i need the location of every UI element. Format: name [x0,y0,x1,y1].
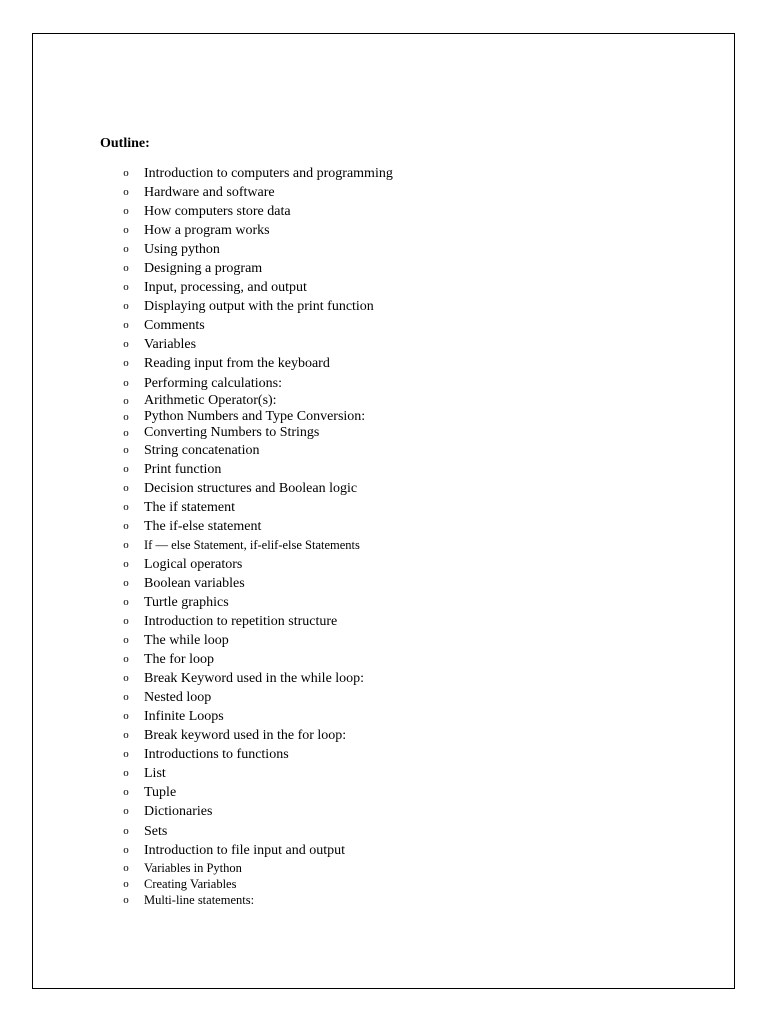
circle-bullet-icon: o [123,300,129,313]
circle-bullet-icon: o [123,281,129,294]
outline-item [119,441,393,460]
outline-item-text: The while loop [144,633,229,649]
outline-item [119,822,393,841]
circle-bullet-icon: o [123,729,129,742]
outline-item [119,669,393,688]
outline-item-text: Multi-line statements: [144,892,255,907]
outline-item-text: Introduction to computers and programming [144,166,393,181]
outline-item-text: Turtle graphics [144,594,229,610]
outline-item-text: Creating Variables [144,876,237,891]
circle-bullet-icon: o [123,634,129,647]
circle-bullet-icon: o [123,462,129,475]
outline-item-text: Infinite Loops [144,709,224,725]
circle-bullet-icon: o [123,786,129,799]
outline-item [119,183,393,202]
circle-bullet-icon: o [123,843,129,856]
circle-bullet-icon: o [123,205,129,218]
circle-bullet-icon: o [123,186,129,199]
outline-item-text: Variables in Python [144,860,242,875]
circle-bullet-icon: o [123,357,129,370]
outline-item [119,409,393,425]
circle-bullet-icon: o [123,224,129,237]
circle-bullet-icon: o [123,653,129,666]
outline-item [119,354,393,373]
outline-item-text: Logical operators [144,556,243,572]
outline-item-text: Using python [144,242,220,258]
outline-item-text: Converting Numbers to Strings [144,424,320,440]
outline-item [119,764,393,783]
outline-item [119,593,393,612]
outline-item [119,612,393,631]
outline-item-text: List [144,766,166,782]
outline-item-text: Performing calculations: [144,375,283,391]
outline-item [119,688,393,707]
outline-item-text: Variables [144,337,197,353]
outline-item-text: Arithmetic Operator(s): [144,392,277,408]
outline-item [119,278,393,297]
outline-item [119,240,393,259]
outline-item [119,221,393,240]
outline-item-text: Hardware and software [144,185,275,201]
outline-item-text: Print function [144,461,222,477]
circle-bullet-icon: o [123,519,129,532]
circle-bullet-icon: o [123,710,129,723]
outline-item [119,517,393,536]
outline-item-text: Break Keyword used in the while loop: [144,671,365,687]
circle-bullet-icon: o [123,767,129,780]
outline-item-text: How a program works [144,223,270,239]
outline-item [119,202,393,221]
outline-item [119,259,393,278]
circle-bullet-icon: o [123,338,129,351]
outline-item-text: Boolean variables [144,575,245,591]
circle-bullet-icon: o [123,481,129,494]
outline-item-text: String concatenation [144,442,260,458]
outline-item [119,536,393,555]
circle-bullet-icon: o [123,576,129,589]
circle-bullet-icon: o [123,748,129,761]
outline-item-text: How computers store data [144,204,291,220]
outline-item [119,802,393,821]
outline-item-text: Decision structures and Boolean logic [144,480,358,496]
outline-item-text: Displaying output with the print function [144,299,374,315]
circle-bullet-icon: o [123,824,129,837]
outline-item-text: Input, processing, and output [144,280,307,296]
outline-item-text: Introduction to repetition structure [144,613,338,629]
outline-heading: Outline: [100,136,150,151]
outline-item [119,650,393,669]
outline-item-text: Designing a program [144,261,263,277]
outline-item-text: Introductions to functions [144,747,289,763]
outline-item [119,374,393,393]
circle-bullet-icon: o [123,538,129,551]
circle-bullet-icon: o [123,376,129,389]
circle-bullet-icon: o [123,500,129,513]
outline-item [119,425,393,441]
outline-item [119,745,393,764]
outline-item-text: Sets [144,823,168,839]
outline-item [119,631,393,650]
circle-bullet-icon: o [123,672,129,685]
outline-item [119,393,393,409]
outline-item [119,164,393,183]
outline-item [119,479,393,498]
outline-item [119,726,393,745]
circle-bullet-icon: o [123,443,129,456]
circle-bullet-icon: o [123,262,129,275]
circle-bullet-icon: o [123,691,129,704]
outline-item-text: Dictionaries [144,804,213,820]
outline-item-text: If — else Statement, if-elif-else Statements [144,537,360,552]
circle-bullet-icon: o [123,426,129,439]
outline-item [119,841,393,860]
outline-item [119,783,393,802]
outline-item-text: Python Numbers and Type Conversion: [144,408,366,424]
circle-bullet-icon: o [123,557,129,570]
outline-item-text: The for loop [144,652,214,668]
outline-item-text: Reading input from the keyboard [144,356,330,372]
outline-item [119,555,393,574]
outline-item [119,460,393,479]
circle-bullet-icon: o [123,319,129,332]
document-page [32,33,735,989]
circle-bullet-icon: o [123,243,129,256]
circle-bullet-icon: o [123,805,129,818]
circle-bullet-icon: o [123,394,129,407]
outline-item-text: Comments [144,318,205,334]
outline-item [119,316,393,335]
outline-item [119,498,393,517]
circle-bullet-icon: o [123,861,129,874]
circle-bullet-icon: o [123,893,129,906]
outline-item [119,335,393,354]
outline-item-text: The if statement [144,499,235,515]
outline-item-text: Tuple [144,785,177,801]
outline-item-text: The if-else statement [144,518,262,534]
outline-item [119,860,393,876]
circle-bullet-icon: o [123,167,129,179]
outline-item-text: Nested loop [144,690,212,706]
outline-item [119,574,393,593]
circle-bullet-icon: o [123,614,129,627]
circle-bullet-icon: o [123,410,129,423]
outline-item [119,707,393,726]
outline-item [119,876,393,892]
outline-item [119,892,393,908]
outline-item [119,297,393,316]
circle-bullet-icon: o [123,877,129,890]
circle-bullet-icon: o [123,595,129,608]
outline-item-text: Break keyword used in the for loop: [144,728,347,744]
outline-list [119,164,393,908]
outline-item-text: Introduction to file input and output [144,842,346,858]
